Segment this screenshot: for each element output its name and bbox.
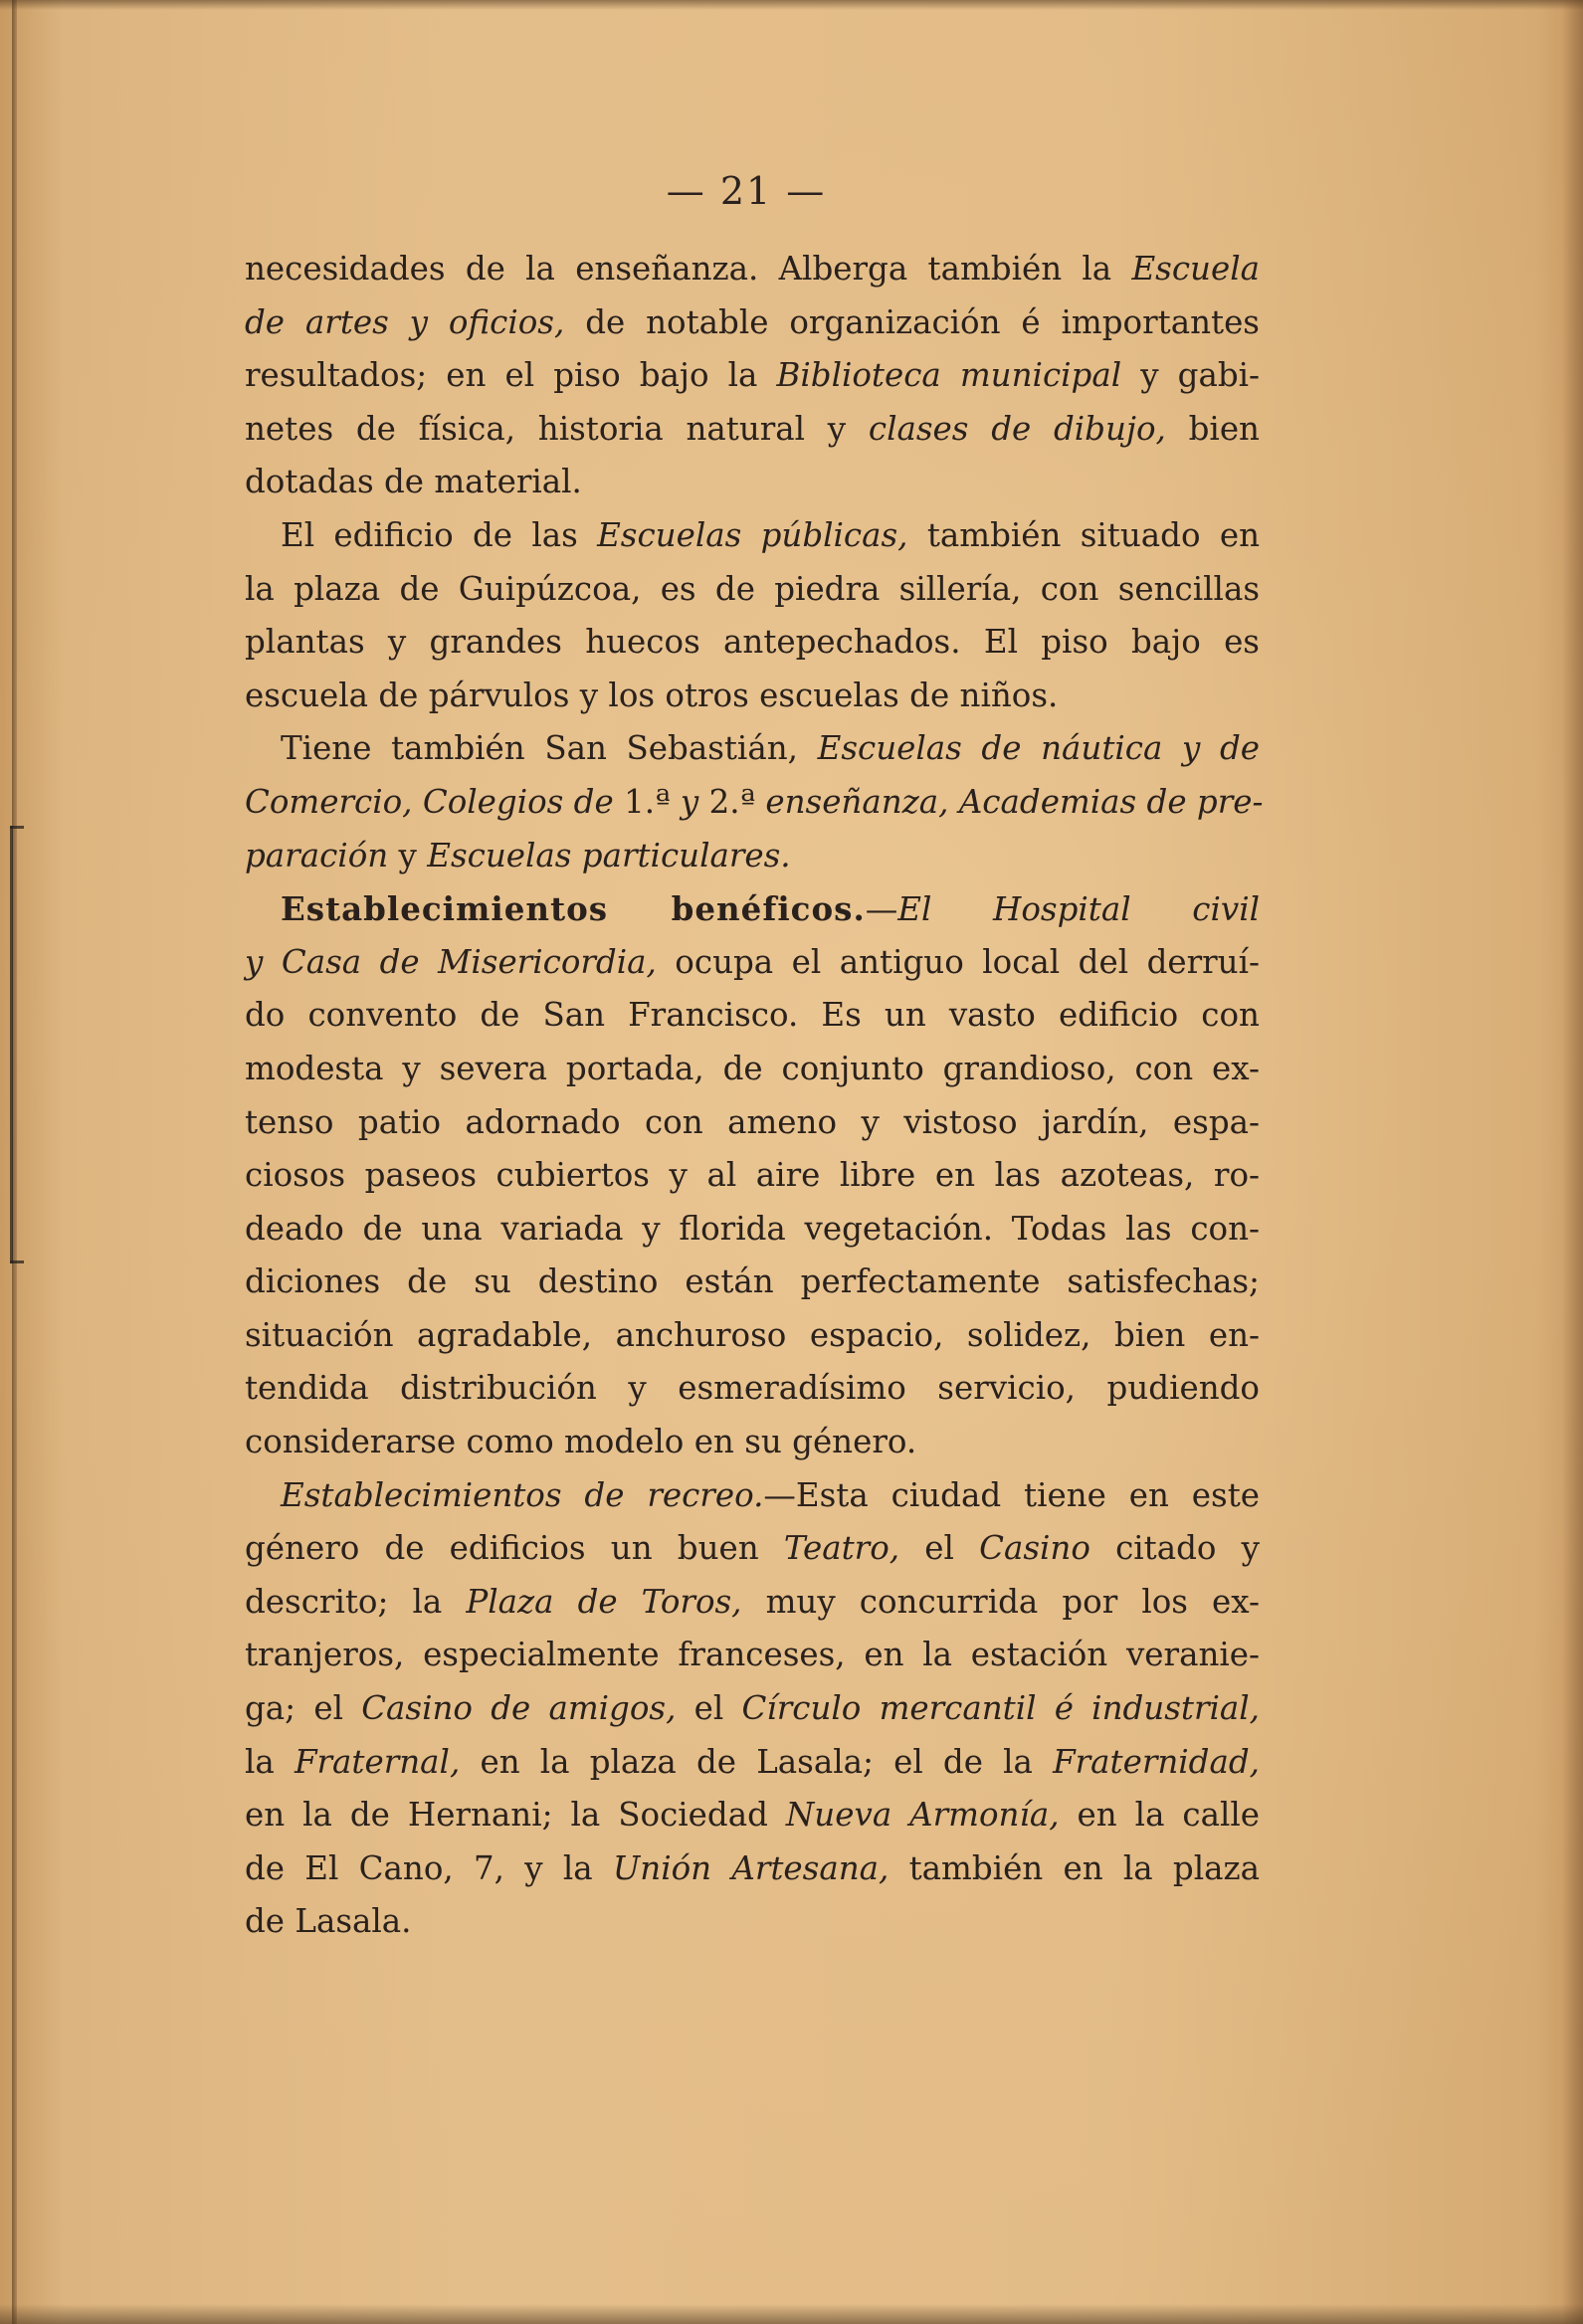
text-run: la: [245, 1742, 295, 1781]
text-line: [245, 1842, 1260, 1896]
text-line: [245, 1522, 1260, 1576]
text-run: escuela de párvulos y los otros escuelas de niños.: [245, 676, 1059, 714]
text-run: de El Cano, 7, y la: [245, 1848, 613, 1887]
text-run: en la de Hernani; la Sociedad: [245, 1796, 786, 1835]
text-line: [245, 1895, 1260, 1949]
text-line: [245, 1256, 1260, 1309]
italic-run: Escuelas particulares.: [427, 836, 791, 874]
italic-run: Escuelas públicas,: [597, 515, 908, 554]
text-line: [245, 296, 1260, 350]
text-line: [245, 722, 1260, 776]
italic-run: Biblioteca municipal: [776, 356, 1122, 395]
text-line: [245, 1043, 1260, 1096]
text-line: [245, 670, 1260, 723]
page-right-shadow: [1562, 0, 1583, 2324]
text-line: [245, 456, 1260, 509]
text-line: [245, 1789, 1260, 1842]
italic-run: Escuelas de náutica y de: [817, 729, 1260, 768]
italic-run: Establecimientos de recreo.: [281, 1475, 764, 1514]
text-line: [245, 1629, 1260, 1682]
text-line: [245, 1416, 1260, 1469]
text-run: diciones de su destino están perfectamente satisfechas;: [245, 1262, 1260, 1301]
text-run: situación agradable, anchuroso espacio, solidez, bien en-: [245, 1315, 1260, 1354]
text-run: también en la plaza: [889, 1848, 1260, 1887]
italic-run: y: [680, 782, 699, 821]
text-run: género de edificios un buen: [245, 1529, 784, 1568]
italic-run: clases de dibujo,: [868, 409, 1166, 448]
text-run: plantas y grandes huecos antepechados. El piso bajo es: [245, 623, 1260, 662]
text-run: do convento de San Francisco. Es un vasto edificio con: [245, 996, 1260, 1035]
text-line: [245, 830, 1260, 883]
section-heading: Establecimientos benéficos.: [281, 889, 866, 929]
italic-run: Escuela: [1131, 250, 1260, 288]
italic-run: Fraternal,: [294, 1742, 461, 1781]
text-line: [245, 243, 1260, 296]
page-number: — 21 —: [666, 169, 827, 213]
italic-run: de artes y oficios,: [245, 302, 565, 341]
text-run: citado y: [1089, 1529, 1260, 1568]
text-run: considerarse como modelo en su género.: [245, 1423, 917, 1461]
text-run: bien: [1165, 409, 1260, 448]
text-run: también situado en: [907, 515, 1261, 554]
text-line: [245, 1203, 1260, 1257]
text-line: [245, 616, 1260, 670]
italic-run: Nueva Armonía,: [785, 1796, 1060, 1835]
italic-run: Casino de amigos,: [361, 1689, 677, 1728]
text-line: [245, 936, 1260, 990]
italic-run: El Hospital civil: [897, 890, 1260, 929]
page-top-shadow: [0, 0, 1583, 10]
text-run: tendida distribución y esmeradísimo servicio, pudiendo: [245, 1369, 1260, 1408]
italic-run: Teatro,: [783, 1529, 900, 1568]
italic-run: Fraternidad,: [1053, 1742, 1260, 1781]
text-run: y gabi-: [1121, 356, 1260, 395]
text-line: [245, 563, 1260, 617]
italic-run: Comercio, Colegios de: [245, 782, 614, 821]
text-run: descrito; la: [245, 1582, 467, 1621]
italic-run: enseñanza, Academias de pre-: [765, 782, 1264, 821]
italic-run: paración: [245, 836, 389, 874]
page-bottom-shadow: [0, 2304, 1583, 2324]
margin-bracket-mark: [10, 826, 33, 1263]
text-line: [245, 403, 1260, 457]
text-line: [245, 1736, 1260, 1790]
text-line: [245, 1576, 1260, 1630]
italic-run: Unión Artesana,: [612, 1848, 890, 1887]
text-run: necesidades de la enseñanza. Alberga también la: [245, 250, 1132, 288]
text-run: ocupa el antiguo local del derruí-: [656, 942, 1260, 981]
text-run: resultados; en el piso bajo la: [245, 356, 777, 395]
text-line: [245, 1682, 1260, 1736]
text-line: [245, 1096, 1260, 1150]
text-run: netes de física, historia natural y: [245, 409, 869, 448]
text-line: [245, 1362, 1260, 1416]
text-line: [245, 882, 1260, 936]
text-run: ciosos paseos cubiertos y al aire libre en las azoteas, ro-: [245, 1156, 1260, 1195]
text-run: dotadas de material.: [245, 463, 582, 501]
text-run: en la calle: [1059, 1796, 1261, 1835]
text-line: [245, 989, 1260, 1043]
text-run: —Esta ciudad tiene en este: [763, 1475, 1260, 1514]
text-run: 1.ª: [613, 782, 681, 821]
text-line: [245, 776, 1264, 830]
text-line: [245, 1469, 1260, 1523]
text-line: [245, 509, 1260, 563]
text-run: y: [388, 836, 428, 874]
text-run: 2.ª: [698, 782, 766, 821]
text-run: el: [676, 1689, 742, 1728]
text-run: El edificio de las: [281, 515, 598, 554]
body-text: [245, 243, 1264, 1949]
italic-run: Plaza de Toros,: [466, 1582, 742, 1621]
text-line: [245, 349, 1260, 403]
italic-run: y Casa de Misericordia,: [245, 942, 657, 981]
text-run: —: [865, 890, 898, 929]
text-run: de notable organización é importantes: [564, 302, 1260, 341]
text-run: ga; el: [245, 1689, 362, 1728]
text-run: el: [899, 1529, 980, 1568]
italic-run: Círculo mercantil é industrial,: [741, 1689, 1261, 1728]
text-line: [245, 1149, 1260, 1203]
text-run: la plaza de Guipúzcoa, es de piedra sillería, con sencillas: [245, 569, 1260, 608]
text-run: muy concurrida por los ex-: [741, 1582, 1261, 1621]
text-run: modesta y severa portada, de conjunto grandioso, con ex-: [245, 1049, 1260, 1087]
text-run: de Lasala.: [245, 1902, 412, 1941]
text-line: [245, 1309, 1260, 1363]
text-run: en la plaza de Lasala; el de la: [460, 1742, 1054, 1781]
italic-run: Casino: [979, 1529, 1090, 1568]
text-run: tenso patio adornado con ameno y vistoso jardín, espa-: [245, 1102, 1260, 1141]
text-run: deado de una variada y florida vegetación. Todas las con-: [245, 1209, 1260, 1248]
text-run: tranjeros, especialmente franceses, en la estación veranie-: [245, 1636, 1260, 1674]
text-run: Tiene también San Sebastián,: [281, 729, 818, 768]
